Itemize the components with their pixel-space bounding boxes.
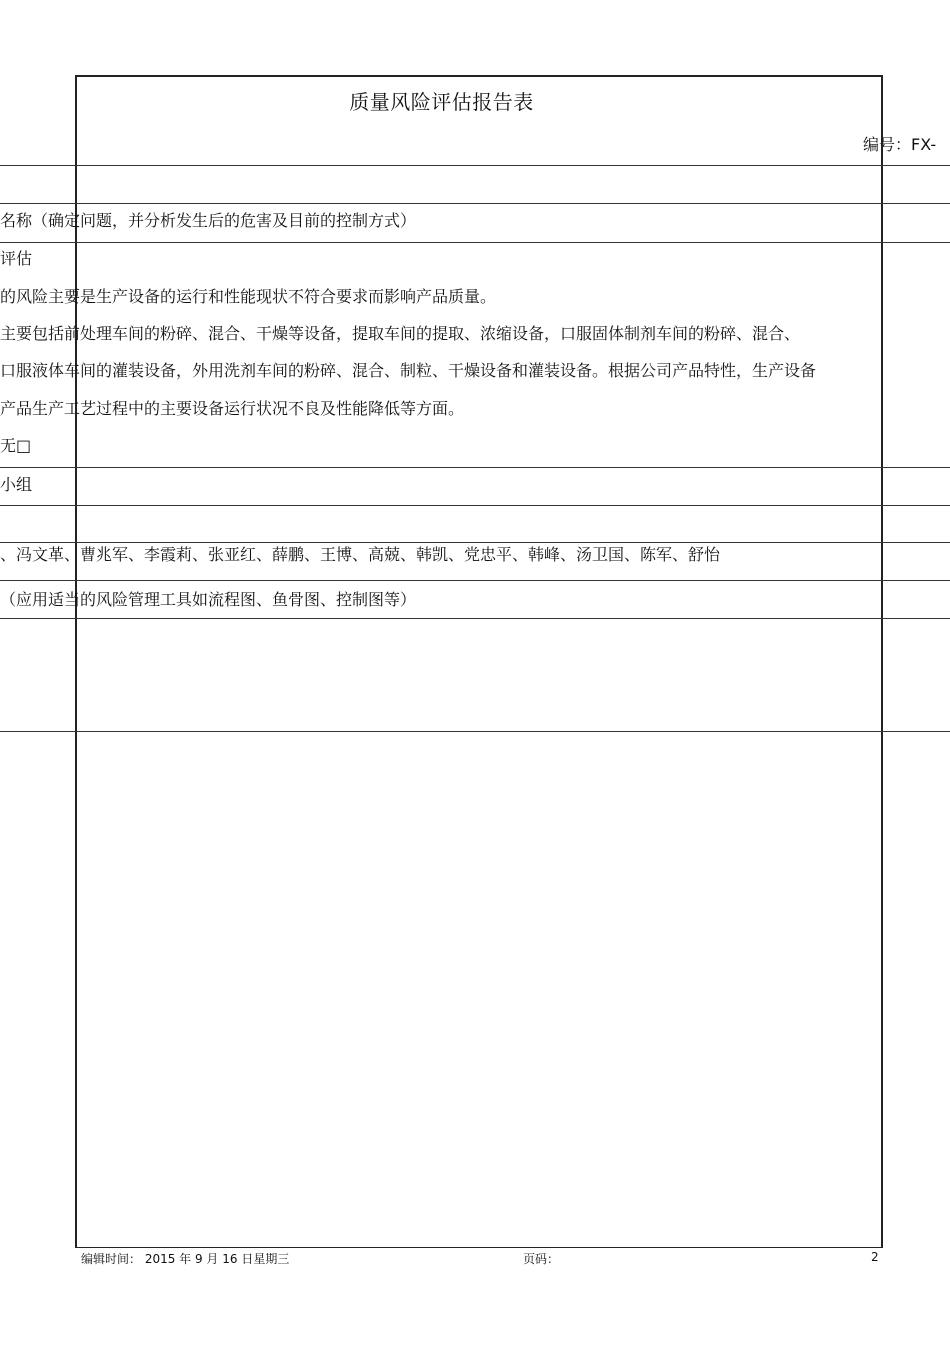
table-rule: [0, 542, 950, 543]
code-value: FX-: [911, 135, 937, 154]
team-members: 、冯文革、曹兆军、李霞莉、张亚红、薛鹏、王博、高兢、韩凯、党忠平、韩峰、汤卫国、陈军、舒怡: [0, 545, 721, 564]
table-rule: [0, 203, 950, 204]
team-label: 小组: [0, 475, 33, 494]
name-label: 名称（确定问题，并分析发生后的危害及目前的控制方式）: [0, 211, 417, 230]
table-rule: [0, 165, 950, 166]
table-rule: [0, 242, 950, 243]
document-code: [863, 132, 936, 155]
tools-label: （应用适当的风险管理工具如流程图、鱼骨图、控制图等）: [0, 590, 417, 609]
footer-edit-time: 编辑时间： 2015 年 9 月 16 日星期三: [81, 1252, 290, 1266]
table-frame: [75, 75, 883, 1248]
table-rule: [0, 505, 950, 506]
description-line: 产品生产工艺过程中的主要设备运行状况不良及性能降低等方面。: [0, 399, 465, 418]
table-rule: [0, 731, 950, 732]
description-line: 口服液体车间的灌装设备，外用洗剂车间的粉碎、混合、制粒、干燥设备和灌装设备。根据公司产品特性，生产设备: [0, 361, 817, 380]
footer-page-number: 2: [871, 1250, 879, 1264]
description-line: 的风险主要是生产设备的运行和性能现状不符合要求而影响产品质量。: [0, 287, 497, 306]
table-rule: [0, 580, 950, 581]
table-rule: [0, 618, 950, 619]
assess-label: 评估: [0, 249, 33, 268]
table-rule: [0, 467, 950, 468]
footer-page-label: 页码：: [523, 1252, 560, 1266]
none-checkbox[interactable]: 无□: [0, 436, 32, 455]
code-label: 编号：: [863, 135, 912, 154]
description-line: 主要包括前处理车间的粉碎、混合、干燥等设备，提取车间的提取、浓缩设备，口服固体制剂车间的粉碎、混合、: [0, 324, 801, 343]
document-title: 质量风险评估报告表: [349, 90, 534, 114]
